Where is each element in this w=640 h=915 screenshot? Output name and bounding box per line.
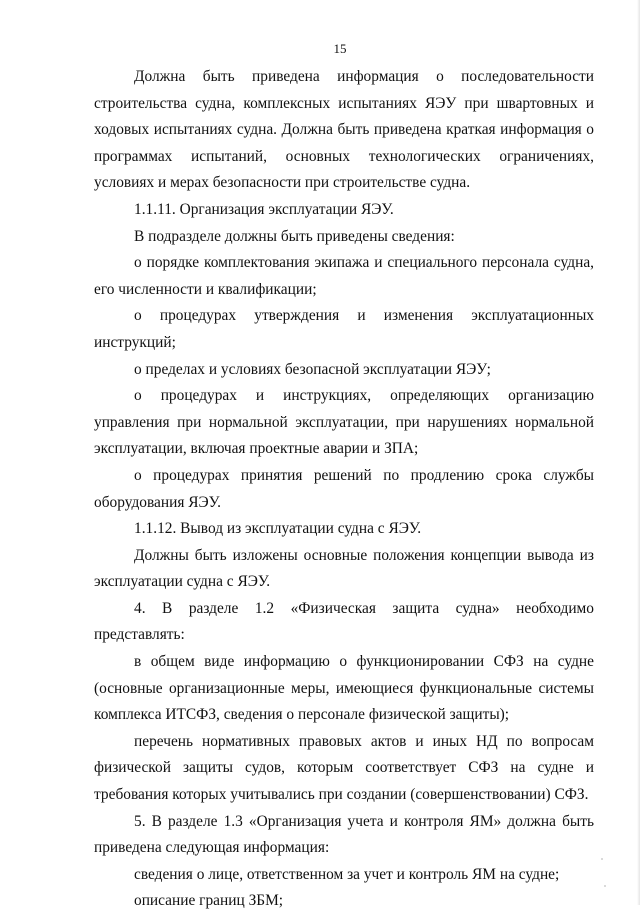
- paragraph-service-life-extension: о процедурах принятия решений по продлению срока службы оборудования ЯЭУ.: [94, 466, 594, 511]
- paragraph-regulatory-acts-list: перечень нормативных правовых актов и иных НД по вопросам физической защиты судов, которым соответствует СФЗ на судне и требования которых учитывались при создании (совершенствовании) СФЗ.: [94, 732, 594, 804]
- paragraph-management-procedures: о процедурах и инструкциях, определяющих организацию управления при нормальной эксплуатации, при нарушениях нормальной эксплуатации, включая проектные аварии и ЗПА;: [94, 387, 594, 458]
- paragraph-section-1-1-12-heading: 1.1.12. Вывод из эксплуатации судна с ЯЭУ.: [134, 520, 422, 538]
- scan-speck: [604, 885, 606, 887]
- paragraph-section-1-2-intro: 4. В разделе 1.2 «Физическая защита судна» необходимо представлять:: [94, 599, 594, 644]
- page-number: 15: [333, 41, 347, 56]
- paragraph-physical-protection-overview: в общем виде информацию о функционировании СФЗ на судне (основные организационные меры, имеющиеся функциональные системы комплекса ИТСФЗ, сведения о персонале физической защиты);: [94, 653, 594, 724]
- paragraph-crew-staffing: о порядке комплектования экипажа и специального персонала судна, его численности и квалификации;: [94, 254, 594, 298]
- paragraph-instruction-procedures: о процедурах утверждения и изменения эксплуатационных инструкций;: [94, 307, 594, 351]
- paragraph-section-1-1-11-heading: 1.1.11. Организация эксплуатации ЯЭУ.: [134, 200, 394, 218]
- paragraph-construction-testing: Должна быть приведена информация о последовательности строительства судна, комплексных испытаниях ЯЭУ при швартовных и ходовых испытаниях судна. Должна быть приведена краткая информация о программах испытаний, основных технологических ограничениях, условиях и мерах безопасности при строительстве судна.: [94, 68, 594, 192]
- scan-speck: [601, 858, 603, 860]
- paragraph-zbm-boundaries: описание границ ЗБМ;: [134, 892, 284, 910]
- document-body: [94, 64, 594, 915]
- paragraph-safe-operation-limits: о пределах и условиях безопасной эксплуатации ЯЭУ;: [134, 360, 491, 378]
- paragraph-decommissioning-concept: Должны быть изложены основные положения концепции вывода из эксплуатации судна с ЯЭУ.: [94, 546, 594, 591]
- paragraph-responsible-person: сведения о лице, ответственном за учет и контроль ЯМ на судне;: [134, 865, 560, 883]
- paragraph-section-1-3-intro: 5. В разделе 1.3 «Организация учета и контроля ЯМ» должна быть приведена следующая информация:: [94, 812, 594, 857]
- paragraph-subsection-intro: В подразделе должны быть приведены сведения:: [134, 227, 455, 245]
